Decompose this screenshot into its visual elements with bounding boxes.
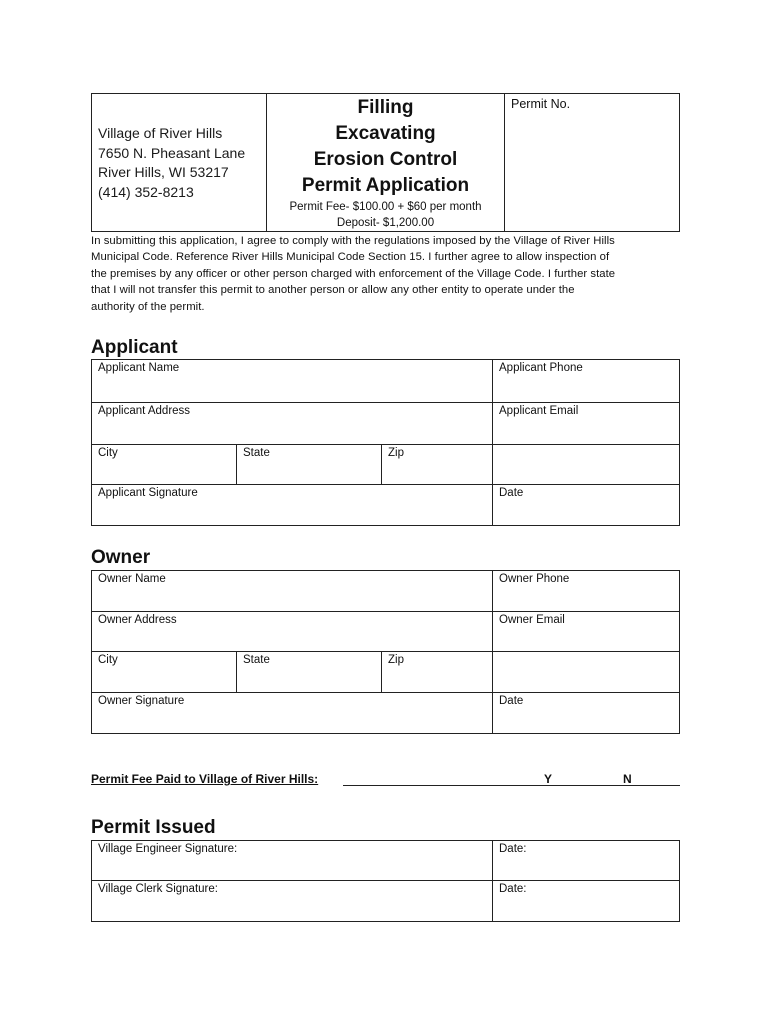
owner-city-label: City	[98, 654, 118, 666]
owner-address-label: Owner Address	[98, 614, 177, 626]
engineer-date-field[interactable]	[493, 859, 679, 880]
header-top-border	[91, 93, 680, 94]
permit-number-field[interactable]	[505, 115, 679, 231]
applicant-row-border	[91, 402, 680, 403]
owner-signature-field[interactable]	[92, 711, 492, 733]
agreement-line: the premises by any officer or other person charged with enforcement of the Village Code. I further state	[91, 267, 616, 280]
address-line: Village of River Hills	[98, 125, 223, 141]
engineer-signature-field[interactable]	[92, 859, 492, 880]
owner-name-field[interactable]	[92, 589, 492, 611]
clerk-signature-field[interactable]	[92, 899, 492, 921]
applicant-city-label: City	[98, 447, 118, 459]
permit-number-label: Permit No.	[511, 97, 571, 111]
engineer-signature-label: Village Engineer Signature:	[98, 843, 238, 855]
owner-row-border	[91, 733, 680, 734]
owner-date-label: Date	[499, 695, 524, 707]
form-title	[267, 95, 504, 199]
title-line: Filling	[357, 97, 414, 118]
owner-signature-label: Owner Signature	[98, 695, 185, 707]
owner-state-field[interactable]	[237, 670, 381, 692]
owner-right-border	[679, 570, 680, 734]
applicant-state-label: State	[243, 447, 270, 459]
clerk-signature-label: Village Clerk Signature:	[98, 883, 218, 895]
engineer-date-label: Date:	[499, 843, 527, 855]
title-line: Permit Application	[301, 175, 470, 196]
owner-name-label: Owner Name	[98, 573, 166, 585]
address-line: 7650 N. Pheasant Lane	[98, 144, 246, 161]
fee-info	[267, 199, 504, 231]
applicant-name-field[interactable]	[92, 378, 492, 402]
applicant-phone-label: Applicant Phone	[499, 362, 583, 374]
owner-heading: Owner	[91, 547, 151, 568]
agreement-line: In submitting this application, I agree to comply with the regulations imposed by the Village of River Hills	[91, 235, 615, 247]
owner-date-field[interactable]	[493, 711, 679, 733]
fee-line: Permit Fee- $100.00 + $60 per month	[289, 201, 482, 213]
header-bottom-border	[91, 231, 680, 232]
applicant-address-field[interactable]	[92, 421, 492, 444]
owner-row-border	[91, 651, 680, 652]
applicant-date-label: Date	[499, 487, 524, 499]
issued-row-border	[91, 921, 680, 922]
permit-issued-heading: Permit Issued	[91, 817, 216, 838]
fee-line: Deposit- $1,200.00	[336, 217, 435, 229]
applicant-row-border	[91, 484, 680, 485]
fee-paid-label: Permit Fee Paid to Village of River Hills:	[91, 772, 319, 786]
applicant-date-field[interactable]	[493, 503, 679, 525]
applicant-city-field[interactable]	[92, 463, 236, 484]
owner-email-field[interactable]	[493, 630, 679, 651]
applicant-phone-field[interactable]	[493, 378, 679, 402]
applicant-name-label: Applicant Name	[98, 362, 180, 374]
header-right-border	[679, 93, 680, 232]
applicant-signature-label: Applicant Signature	[98, 487, 198, 499]
header-left-border	[91, 93, 92, 232]
owner-phone-label: Owner Phone	[499, 573, 570, 585]
agreement-line: authority of the permit.	[91, 300, 205, 313]
fee-paid-yes-option[interactable]: Y	[544, 772, 553, 786]
applicant-row-border	[91, 359, 680, 360]
applicant-row-border	[91, 444, 680, 445]
applicant-state-field[interactable]	[237, 463, 381, 484]
applicant-email-field[interactable]	[493, 421, 679, 444]
owner-state-label: State	[243, 654, 270, 666]
issued-row-border	[91, 840, 680, 841]
owner-row-border	[91, 570, 680, 571]
owner-phone-field[interactable]	[493, 589, 679, 611]
owner-address-field[interactable]	[92, 630, 492, 651]
title-line: Excavating	[335, 123, 436, 144]
applicant-email-label: Applicant Email	[499, 405, 579, 417]
clerk-date-label: Date:	[499, 883, 527, 895]
address-line: (414) 352-8213	[98, 183, 194, 200]
owner-row-border	[91, 611, 680, 612]
applicant-zip-label: Zip	[388, 447, 404, 459]
applicant-address-label: Applicant Address	[98, 405, 191, 417]
applicant-signature-field[interactable]	[92, 503, 492, 525]
title-line: Erosion Control	[313, 149, 458, 170]
applicant-heading: Applicant	[91, 337, 178, 358]
owner-zip-field[interactable]	[382, 670, 492, 692]
village-address	[98, 124, 264, 202]
owner-zip-label: Zip	[388, 654, 404, 666]
owner-email-label: Owner Email	[499, 614, 565, 626]
owner-row-border	[91, 692, 680, 693]
address-line: River Hills, WI 53217	[98, 164, 229, 180]
applicant-zip-field[interactable]	[382, 463, 492, 484]
agreement-text	[91, 233, 691, 315]
issued-right-border	[679, 840, 680, 922]
agreement-line: that I will not transfer this permit to another person or allow any other entity to operate under the	[91, 284, 575, 297]
fee-paid-no-option[interactable]: N	[623, 772, 632, 786]
applicant-row-border	[91, 525, 680, 526]
agreement-line: Municipal Code. Reference River Hills Municipal Code Section 15. I further agree to allow inspection of	[91, 251, 610, 264]
owner-city-field[interactable]	[92, 670, 236, 692]
issued-row-border	[91, 880, 680, 881]
clerk-date-field[interactable]	[493, 899, 679, 921]
applicant-right-border	[679, 359, 680, 526]
